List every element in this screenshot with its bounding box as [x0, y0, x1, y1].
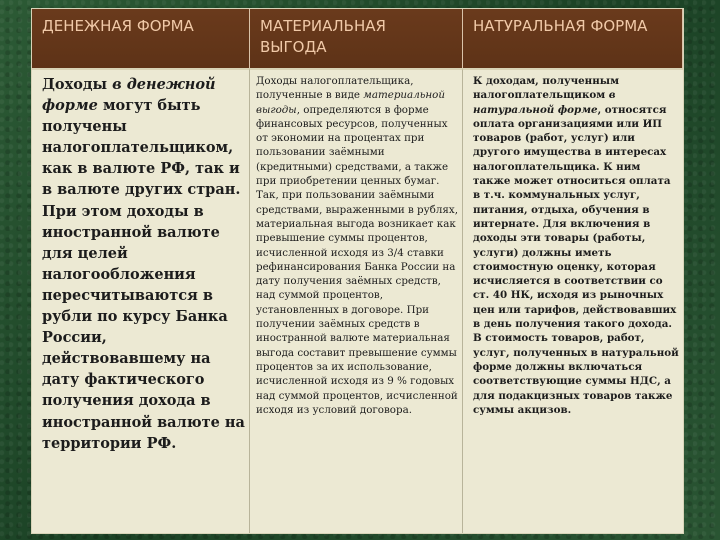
cash-form-cell	[32, 68, 250, 533]
header-natural-form: НАТУРАЛЬНАЯ ФОРМА	[463, 9, 683, 68]
natural-form-cell	[463, 68, 683, 533]
cash-form-text-1: Доходы	[42, 76, 113, 93]
material-benefit-text-1: Доходы налогоплательщика, полученные в виде	[256, 75, 414, 102]
header-cash-form: ДЕНЕЖНАЯ ФОРМА	[32, 9, 250, 68]
material-benefit-cell	[250, 68, 463, 533]
cash-form-text-2: могут быть получены налогоплательщиком, как в валюте РФ, так и в валюте других стран. При этом доходы в иностранной валюте для целей налогообложения пересчитываются в рубли по курсу Банка России, действовавшему на дату фактического получения дохода в иностранной валюте на территории РФ.	[42, 97, 245, 452]
cash-form-term: в денежной форме	[42, 76, 216, 115]
income-forms-table	[31, 8, 684, 534]
material-benefit-text-2: , определяются в форме финансовых ресурсов, полученных от экономии на процентах при пользовании заёмными (кредитными) средствами, а также при приобретении ценных бумаг. Так, при пользовании заёмными средствами, выраженными в рублях, материальная выгода возникает как превышение суммы процентов, исчисленной исходя из 3/4 ставки рефинансирования Банка России на дату получения заёмных средств, над суммой процентов, установленных в договоре. При получении заёмных средств в иностранной валюте материальная выгода составит превышение суммы процентов за их использование, исчисленной исходя из 9 % годовых над суммой процентов, исчисленной исходя из условий договора.	[256, 103, 459, 416]
natural-form-text-1: К доходам, полученным налогоплательщиком	[473, 75, 620, 102]
natural-form-term: в натуральной форме	[473, 89, 616, 116]
material-benefit-term: материальной выгоды	[256, 89, 445, 116]
natural-form-text-2: , относятся оплата организациями или ИП товаров (работ, услуг) или другого имущества в интересах налогоплательщика. К ним также может относиться оплата в т.ч. коммунальных услуг, питания, отдыха, обучения в интернате. Для включения в доходы эти товары (работы, услуги) должны иметь стоимостную оценку, которая исчисляется в соответствии со ст. 40 НК, исходя из рыночных цен или тарифов, действовавших в день получения такого дохода. В стоимость товаров, работ, услуг, полученных в натуральной форме должны включаться соответствующие суммы НДС, а для подакцизных товаров также суммы акцизов.	[473, 103, 679, 416]
header-material-benefit: МАТЕРИАЛЬНАЯ ВЫГОДА	[250, 9, 463, 68]
